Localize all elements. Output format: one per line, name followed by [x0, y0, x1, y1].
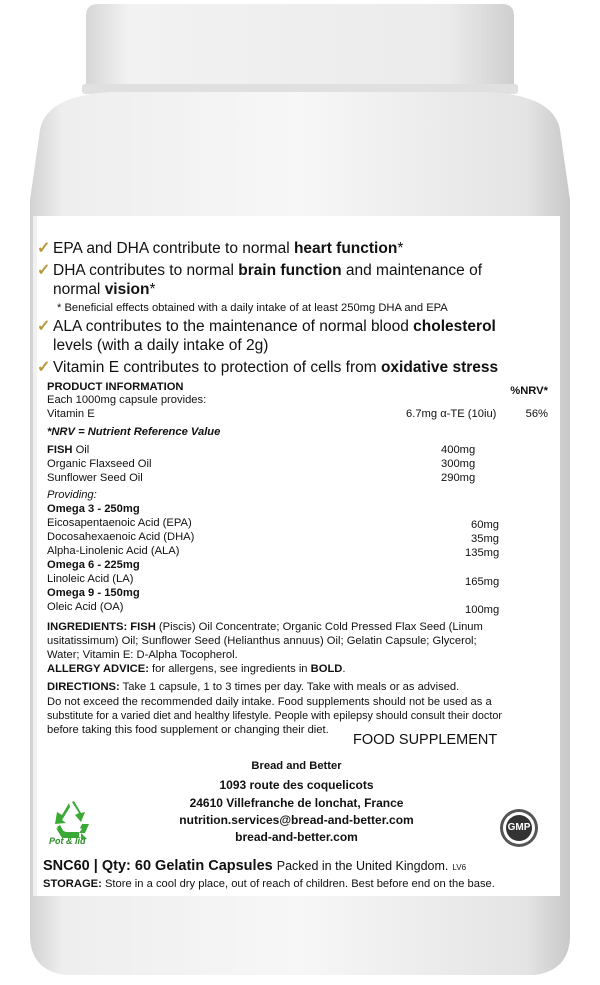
company-website: bread-and-better.com [235, 830, 358, 844]
la-amount: 165mg [465, 576, 500, 588]
oil-sunflower: Sunflower Seed Oil [47, 472, 143, 484]
ingredients-line1: INGREDIENTS: FISH (Piscis) Oil Concentrate; Organic Cold Pressed Flax Seed (Linum [47, 621, 483, 633]
product-label: ✓ EPA and DHA contribute to normal heart function* ✓ DHA contributes to normal brain function and maintenance of normal vision* * Beneficial effects obtained with a daily intake of at least 250mg DHA and EPA ✓ ALA contributes to the maintenance of normal blood cholesterol levels (with a daily intake of 2g) ✓ Vitamin E contributes to protection of cells from oxidative stress PRODUCT INFORMATION %NRV* Each 1000mg capsule provides: Vitamin E 6.7mg α-TE (10iu) 56% *NRV = Nutrient Reference Value FISH Oil 400mg Organic Flaxseed Oil 300mg Sunflower Seed Oil 290mg Providing: Omega 3 - 250mg Eicosapentaenoic Acid (EPA) 60mg Docosahexaenoic Acid (DHA) 35mg Alpha-Linolenic Acid (ALA) 135mg Omega 6 - 225mg Linoleic Acid (LA) 165mg Omega 9 - 150mg Oleic Acid (OA) 100mg INGREDIENTS: FISH (Piscis) Oil Concentrate; Organic Cold Pressed Flax Seed (Linum usitatissimum) Oil; Sunflower Seed (Helianthus annuus) Oil; Gelatin Capsule; Glycerol; Water; Vitamin E: D-Alpha Tocopherol. ALLERGY ADVICE: for allergens, see ingredients in BOLD. DIRECTIONS: Take 1 capsule, 1 to 3 times per day. Take with meals or as advised. Do not exceed the recommended daily intake. Food supplements should not be used as a substitute for a varied diet and healthy lifestyle. People with epilepsy should consult their doctor before taking this food supplement or changing their diet. FOOD SUPPLEMENT Bread and Better 1093 route des coquelicots 24610 Villefranche de lonchat, France nutrition.services@bread-and-better.com bread-and-better.com Pot & lid GMP SNC60 | Qty: 60 Gelatin Capsules Packed in the United Kingdom. LV6 STORAGE: Store in a cool dry place, out of reach of children. Best before end on the base. [33, 216, 560, 896]
check-icon: ✓ [37, 359, 51, 376]
la-label: Linoleic Acid (LA) [47, 573, 134, 585]
directions-line4: before taking this food supplement or changing their diet. [47, 724, 329, 736]
ala-amount: 135mg [465, 547, 500, 559]
oa-label: Oleic Acid (OA) [47, 601, 124, 613]
product-info-title: PRODUCT INFORMATION [47, 381, 184, 393]
epa-amount: 60mg [471, 519, 499, 531]
check-icon: ✓ [37, 318, 51, 335]
allergy-advice: ALLERGY ADVICE: for allergens, see ingredients in BOLD. [47, 663, 346, 675]
oa-amount: 100mg [465, 604, 500, 616]
company-name: Bread and Better [251, 760, 342, 772]
oil-flaxseed-amount: 300mg [441, 458, 476, 470]
dha-amount: 35mg [471, 533, 499, 545]
check-icon: ✓ [37, 240, 51, 257]
nrv-header: %NRV* [510, 385, 548, 397]
capsule-provides: Each 1000mg capsule provides: [47, 394, 207, 406]
omega3-heading: Omega 3 - 250mg [47, 503, 140, 515]
recycle-label: Pot & lid [49, 836, 86, 846]
ingredients-line3: Water; Vitamin E: D-Alpha Tocopherol. [47, 649, 238, 661]
gmp-label: GMP [507, 822, 531, 833]
gmp-seal-icon [499, 808, 539, 848]
vitamin-e-amount: 6.7mg α-TE (10iu) [406, 408, 497, 420]
directions-line3: substitute for a varied diet and healthy lifestyle. People with epilepsy should consult their doctor [47, 710, 502, 722]
vitamin-e-nrv: 56% [525, 408, 548, 420]
food-supplement-label: FOOD SUPPLEMENT [353, 732, 498, 748]
claim-cholesterol-line2: levels (with a daily intake of 2g) [53, 337, 269, 354]
oil-fish: FISH Oil [47, 444, 90, 456]
company-email: nutrition.services@bread-and-better.com [179, 813, 414, 827]
providing-label: Providing: [47, 489, 97, 501]
claims-footnote: * Beneficial effects obtained with a daily intake of at least 250mg DHA and EPA [57, 302, 448, 314]
bottle-cap [86, 4, 514, 88]
company-street: 1093 route des coquelicots [219, 778, 374, 792]
nrv-note: *NRV = Nutrient Reference Value [47, 426, 221, 438]
oil-fish-amount: 400mg [441, 444, 476, 456]
ingredients-line2: usitatissimum) Oil; Sunflower Seed (Helianthus annuus) Oil; Gelatin Capsule; Glycerol; [47, 635, 477, 647]
omega9-heading: Omega 9 - 150mg [47, 587, 140, 599]
company-city: 24610 Villefranche de lonchat, France [189, 796, 404, 810]
storage-text: STORAGE: Store in a cool dry place, out of reach of children. Best before end on the base. [43, 878, 495, 890]
sku-line: SNC60 | Qty: 60 Gelatin Capsules Packed in the United Kingdom. LV6 [43, 858, 467, 874]
check-icon: ✓ [37, 262, 51, 279]
directions-line2: Do not exceed the recommended daily intake. Food supplements should not be used as a [47, 696, 492, 708]
oil-sunflower-amount: 290mg [441, 472, 476, 484]
oil-flaxseed: Organic Flaxseed Oil [47, 458, 152, 470]
vitamin-e-label: Vitamin E [47, 408, 95, 420]
ala-label: Alpha-Linolenic Acid (ALA) [47, 545, 180, 557]
directions-line1: DIRECTIONS: Take 1 capsule, 1 to 3 times per day. Take with meals or as advised. [47, 681, 460, 693]
omega6-heading: Omega 6 - 225mg [47, 559, 140, 571]
epa-label: Eicosapentaenoic Acid (EPA) [47, 517, 192, 529]
dha-label: Docosahexaenoic Acid (DHA) [47, 531, 195, 543]
recycle-icon [51, 800, 93, 846]
claim-vision: normal vision* [53, 281, 156, 298]
